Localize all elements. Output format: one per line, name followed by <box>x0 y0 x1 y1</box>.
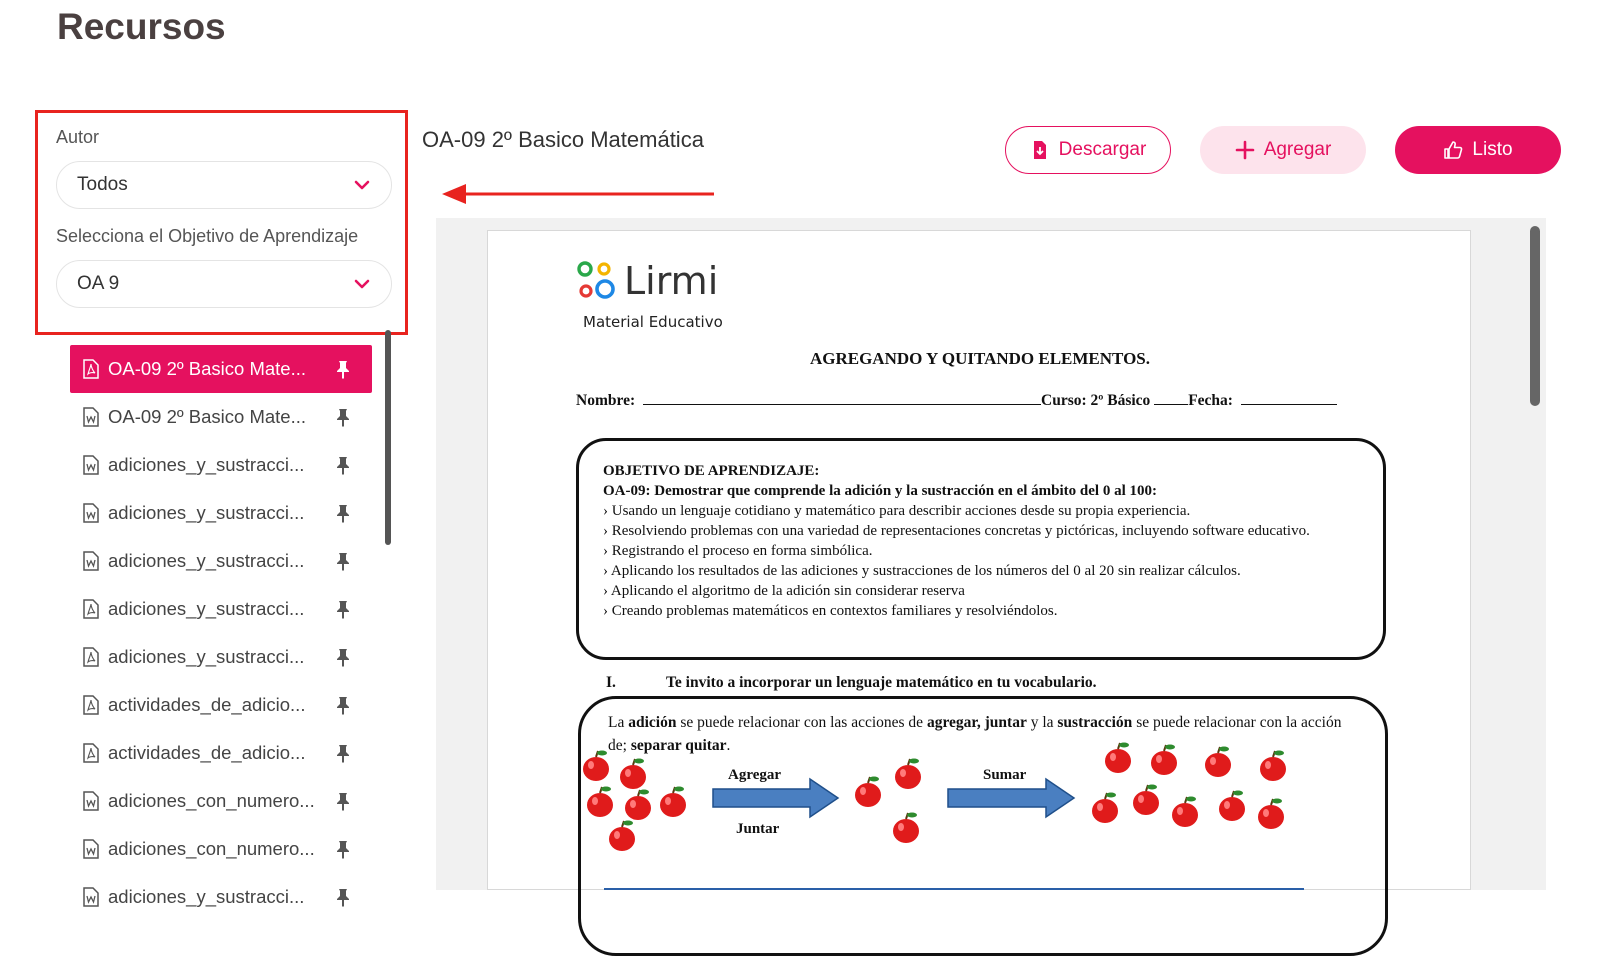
pin-icon[interactable] <box>334 791 352 811</box>
file-name: actividades_de_adicio... <box>108 742 306 763</box>
objective-bullet: › Resolviendo problemas con una variedad de representaciones concretas y pictóricas, incluyendo software educativo. <box>603 523 1310 539</box>
pin-icon[interactable] <box>334 407 352 427</box>
worksheet-title: AGREGANDO Y QUITANDO ELEMENTOS. <box>809 349 1151 368</box>
file-list-item[interactable] <box>70 729 372 777</box>
curso-blank <box>1154 391 1188 405</box>
objective-box <box>576 438 1386 660</box>
file-list-item[interactable] <box>70 681 372 729</box>
logo-subtitle: Material Educativo <box>583 313 723 331</box>
file-name: actividades_de_adicio... <box>108 694 306 715</box>
oa-statement: OA-09: Demostrar que comprende la adición y la sustracción en el ámbito del 0 al 100: <box>603 483 1157 499</box>
thumbs-up-icon <box>1443 140 1463 160</box>
svg-text:Juntar: Juntar <box>736 821 780 837</box>
pdf-file-icon <box>82 599 100 619</box>
section-heading <box>606 674 1097 692</box>
curso-label: Curso: 2º Básico <box>1041 392 1151 409</box>
file-name: adiciones_y_sustracci... <box>108 886 305 907</box>
objective-bullet: › Aplicando el algoritmo de la adición sin considerar reserva <box>603 583 965 599</box>
logo-wordmark: Lirmi <box>624 259 719 303</box>
done-button[interactable] <box>1395 126 1561 174</box>
add-button[interactable] <box>1200 126 1366 174</box>
pdf-file-icon <box>82 647 100 667</box>
pin-icon[interactable] <box>334 503 352 523</box>
word-file-icon <box>82 791 100 811</box>
objective-bullet: › Usando un lenguaje cotidiano y matemático para describir acciones desde su propia experiencia. <box>603 503 1191 519</box>
file-list <box>70 345 372 907</box>
plus-icon <box>1235 140 1255 160</box>
pin-icon[interactable] <box>334 743 352 763</box>
autor-label: Autor <box>56 127 100 147</box>
lirmi-logo <box>576 259 718 303</box>
file-list-item[interactable] <box>70 633 372 681</box>
section-text: Te invito a incorporar un lenguaje matemático en tu vocabulario. <box>666 674 1097 691</box>
document-title: OA-09 2º Basico Matemática <box>422 127 704 152</box>
file-list-item[interactable] <box>70 873 372 921</box>
file-name: adiciones_con_numero... <box>108 790 315 811</box>
file-name: adiciones_y_sustracci... <box>108 454 305 475</box>
nombre-blank <box>643 391 1041 405</box>
objective-bullet: › Aplicando los resultados de las adiciones y sustracciones de los números del 0 al 20 sin realizar cálculos. <box>603 563 1241 579</box>
pdf-file-icon <box>82 743 100 763</box>
word-file-icon <box>82 551 100 571</box>
file-list-item[interactable] <box>70 537 372 585</box>
fecha-blank <box>1241 391 1337 405</box>
apples-illustration <box>588 751 1378 891</box>
file-name: adiciones_y_sustracci... <box>108 598 305 619</box>
section-number: I. <box>606 674 616 691</box>
objetivo-select[interactable] <box>56 260 392 308</box>
autor-select[interactable] <box>56 161 392 209</box>
objetivo-label: Selecciona el Objetivo de Aprendizaje <box>56 226 359 246</box>
file-list-item[interactable] <box>70 345 372 393</box>
objetivo-select-value: OA 9 <box>77 273 120 294</box>
word-file-icon <box>82 887 100 907</box>
file-list-item[interactable] <box>70 441 372 489</box>
file-list-item[interactable] <box>70 825 372 873</box>
file-list-scrollbar[interactable] <box>385 330 391 545</box>
fecha-label: Fecha: <box>1188 392 1233 409</box>
autor-select-value: Todos <box>77 174 128 195</box>
file-name: OA-09 2º Basico Mate... <box>108 406 307 427</box>
word-file-icon <box>82 455 100 475</box>
pin-icon[interactable] <box>334 455 352 475</box>
document-page <box>487 230 1471 890</box>
svg-text:Agregar: Agregar <box>728 767 782 783</box>
file-name: adiciones_y_sustracci... <box>108 502 305 523</box>
add-button-label: Agregar <box>1263 139 1332 160</box>
done-button-label: Listo <box>1472 139 1513 160</box>
svg-text:Sumar: Sumar <box>983 767 1027 783</box>
chevron-down-icon <box>353 275 371 293</box>
pin-icon[interactable] <box>334 839 352 859</box>
annotation-arrow <box>442 182 722 212</box>
pdf-file-icon <box>82 695 100 715</box>
file-list-item[interactable] <box>70 777 372 825</box>
pin-icon[interactable] <box>334 359 352 379</box>
download-file-icon <box>1030 140 1050 160</box>
vocabulary-text: La adición se puede relacionar con las acciones de agregar, juntar y la sustracción se puede relacionar con la acción de; separar quitar. <box>608 714 1342 754</box>
file-name: adiciones_y_sustracci... <box>108 646 305 667</box>
pin-icon[interactable] <box>334 647 352 667</box>
word-file-icon <box>82 407 100 427</box>
lirmi-logo-icon <box>576 260 620 302</box>
file-name: OA-09 2º Basico Mate... <box>108 358 307 379</box>
file-name: adiciones_y_sustracci... <box>108 550 305 571</box>
objective-bullet: › Creando problemas matemáticos en contextos familiares y resolviéndolos. <box>603 603 1058 619</box>
chevron-down-icon <box>353 176 371 194</box>
pin-icon[interactable] <box>334 695 352 715</box>
download-button-label: Descargar <box>1058 139 1147 160</box>
download-button[interactable] <box>1005 126 1171 174</box>
viewer-scrollbar[interactable] <box>1530 226 1540 406</box>
objective-heading: OBJETIVO DE APRENDIZAJE: <box>603 463 820 479</box>
file-list-item[interactable] <box>70 585 372 633</box>
file-list-item[interactable] <box>70 393 372 441</box>
pin-icon[interactable] <box>334 887 352 907</box>
page-title: Recursos <box>57 6 226 47</box>
file-list-item[interactable] <box>70 489 372 537</box>
nombre-label: Nombre: <box>576 392 636 409</box>
pdf-file-icon <box>82 359 100 379</box>
pin-icon[interactable] <box>334 599 352 619</box>
word-file-icon <box>82 839 100 859</box>
objective-bullet: › Registrando el proceso en forma simbólica. <box>603 543 873 559</box>
file-name: adiciones_con_numero... <box>108 838 315 859</box>
word-file-icon <box>82 503 100 523</box>
pin-icon[interactable] <box>334 551 352 571</box>
worksheet-header-line <box>576 391 1337 410</box>
